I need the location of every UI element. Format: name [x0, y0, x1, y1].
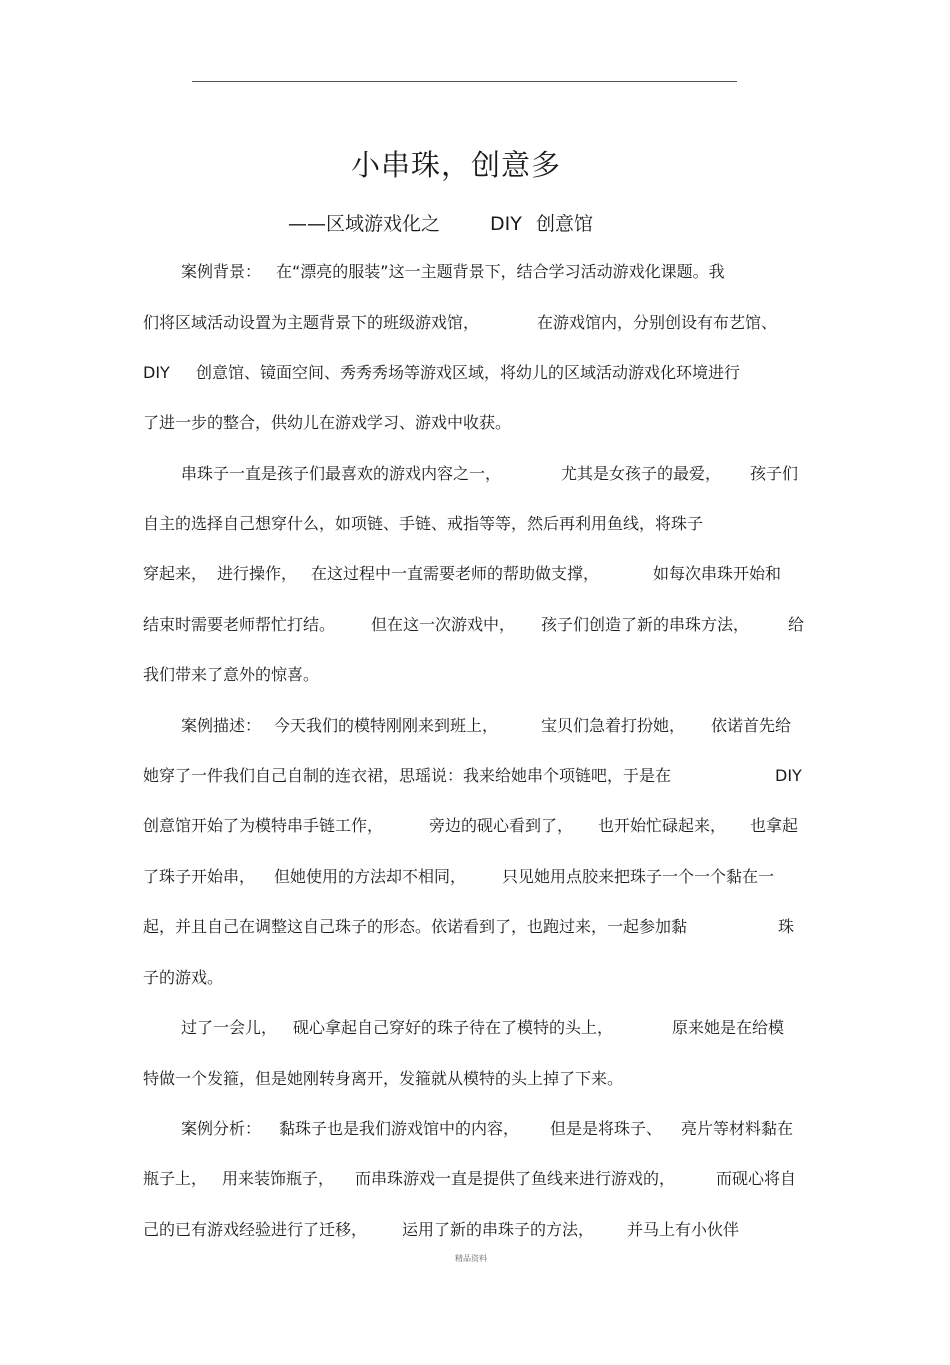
- text-segment: 亮片等材料黏在: [681, 1119, 794, 1138]
- text-line: [0, 862, 775, 892]
- text-line: [0, 559, 782, 589]
- text-line: [0, 912, 795, 942]
- document-title: 小串珠，创意多: [350, 148, 561, 182]
- text-segment: 并马上有小伙伴: [627, 1220, 740, 1239]
- text-segment: 而砚心将自: [716, 1169, 797, 1188]
- text-line: [0, 1114, 794, 1144]
- text-segment: DIY: [775, 766, 802, 785]
- text-segment: 子的游戏。: [143, 968, 224, 987]
- text-line: [0, 408, 512, 438]
- text-segment: DIY: [143, 363, 170, 382]
- text-segment: 黏珠子也是我们游戏馆中的内容，: [279, 1119, 520, 1138]
- header-rule: [192, 81, 737, 82]
- page-footer: 精品资料: [455, 1254, 487, 1263]
- document-subtitle: [0, 208, 950, 240]
- subtitle-part-1: ——区域游戏化之: [288, 213, 441, 235]
- text-line: [0, 308, 778, 338]
- text-segment: 孩子们: [750, 464, 799, 483]
- text-segment: 案例描述：: [181, 716, 262, 735]
- text-line: [0, 660, 320, 690]
- text-segment: 在游戏馆内，分别创设有布艺馆、: [537, 313, 778, 332]
- text-segment: 案例分析：: [181, 1119, 262, 1138]
- text-segment: 珠: [778, 917, 795, 936]
- text-segment: 宝贝们急着打扮她，: [541, 716, 686, 735]
- text-segment: 用来装饰瓶子，: [222, 1169, 335, 1188]
- text-segment: 自主的选择自己想穿什么，如项链、手链、戒指等等，然后再利用鱼线，将珠子: [143, 514, 704, 533]
- text-segment: 今天我们的模特刚刚来到班上，: [274, 716, 499, 735]
- text-segment: 但她使用的方法却不相同，: [274, 867, 467, 886]
- text-line: [0, 1064, 624, 1094]
- text-segment: 穿起来，: [143, 564, 208, 583]
- text-segment: 原来她是在给模: [672, 1018, 785, 1037]
- text-segment: 尤其是女孩子的最爱，: [561, 464, 722, 483]
- text-segment: 也开始忙碌起来，: [598, 816, 727, 835]
- text-segment: 运用了新的串珠子的方法，: [402, 1220, 595, 1239]
- text-segment: 给: [788, 615, 805, 634]
- text-segment: 特做一个发箍，但是她刚转身离开，发箍就从模特的头上掉了下来。: [143, 1069, 624, 1088]
- text-segment: 但在这一次游戏中，: [371, 615, 516, 634]
- text-line: [0, 1215, 740, 1245]
- text-segment: 旁边的砚心看到了，: [429, 816, 574, 835]
- text-line: [0, 610, 805, 640]
- text-line: [0, 358, 741, 388]
- text-segment: 瓶子上，: [143, 1169, 208, 1188]
- text-segment: 如每次串珠开始和: [653, 564, 782, 583]
- text-line: [0, 459, 799, 489]
- text-line: [0, 963, 224, 993]
- text-line: [0, 761, 802, 791]
- text-segment: 串珠子一直是孩子们最喜欢的游戏内容之一，: [181, 464, 502, 483]
- text-segment: 进行操作，: [217, 564, 298, 583]
- text-segment: 创意馆、镜面空间、秀秀秀场等游戏区域，将幼儿的区域活动游戏化环境进行: [196, 363, 741, 382]
- text-segment: 依诺首先给: [711, 716, 792, 735]
- text-segment: 在这过程中一直需要老师的帮助做支撑，: [311, 564, 600, 583]
- text-segment: 创意馆开始了为模特串手链工作，: [143, 816, 384, 835]
- text-segment: 我们带来了意外的惊喜。: [143, 665, 320, 684]
- text-segment: 起，并且自己在调整这自己珠子的形态。依诺看到了，也跑过来，一起参加黏: [143, 917, 688, 936]
- text-line: [0, 711, 792, 741]
- text-segment: 己的已有游戏经验进行了迁移，: [143, 1220, 368, 1239]
- text-line: [0, 257, 725, 287]
- text-segment: 只见她用点胶来把珠子一个一个黏在一: [502, 867, 775, 886]
- text-segment: 但是是将珠子、: [550, 1119, 663, 1138]
- text-segment: 案例背景：: [181, 262, 262, 281]
- text-segment: 了进一步的整合，供幼儿在游戏学习、游戏中收获。: [143, 413, 512, 432]
- text-segment: 在“漂亮的服装”这一主题背景下，结合学习活动游戏化课题。我: [276, 262, 725, 281]
- text-line: [0, 1164, 797, 1194]
- text-segment: 而串珠游戏一直是提供了鱼线来进行游戏的，: [355, 1169, 676, 1188]
- text-segment: 她穿了一件我们自己自制的连衣裙，思瑶说：我来给她串个项链吧，于是在: [143, 766, 672, 785]
- text-line: [0, 811, 799, 841]
- text-segment: 们将区域活动设置为主题背景下的班级游戏馆，: [143, 313, 480, 332]
- text-segment: 孩子们创造了新的串珠方法，: [541, 615, 750, 634]
- subtitle-part-3: 创意馆: [536, 213, 594, 235]
- text-segment: 过了一会儿，: [181, 1018, 278, 1037]
- text-segment: 了珠子开始串，: [143, 867, 256, 886]
- text-line: [0, 1013, 785, 1043]
- text-segment: 结束时需要老师帮忙打结。: [143, 615, 336, 634]
- subtitle-part-2: DIY: [490, 213, 522, 235]
- text-segment: 也拿起: [750, 816, 799, 835]
- text-segment: 砚心拿起自己穿好的珠子待在了模特的头上，: [293, 1018, 614, 1037]
- text-line: [0, 509, 704, 539]
